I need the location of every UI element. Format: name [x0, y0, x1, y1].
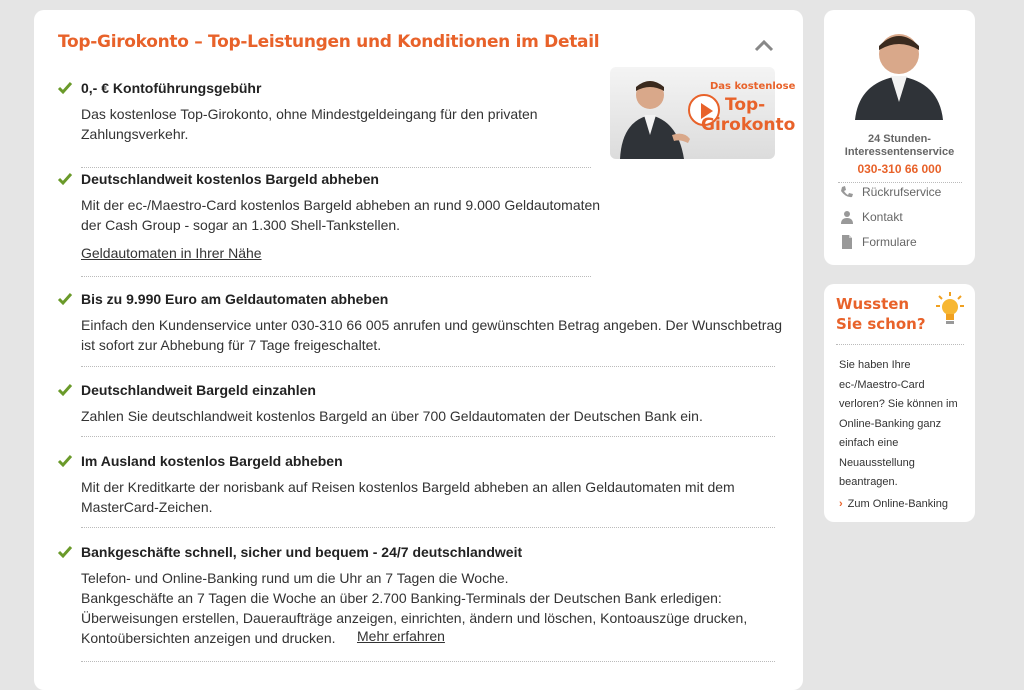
- divider: [836, 344, 964, 345]
- divider: [81, 661, 775, 662]
- divider: [81, 276, 591, 277]
- chevron-right-icon: ›: [839, 498, 843, 510]
- tip-card: [824, 284, 975, 522]
- feature-heading: Bankgeschäfte schnell, sicher und bequem - 24/7 deutschlandweit: [81, 544, 523, 560]
- check-icon: [58, 293, 72, 305]
- promo-title-line1: Top-: [725, 95, 766, 115]
- check-icon: [58, 82, 72, 94]
- chevron-up-icon: [753, 38, 775, 52]
- feature-text: Das kostenlose Top-Girokonto, ohne Mindestgeldeingang für den privaten Zahlungsverkehr.: [81, 106, 538, 142]
- promo-title-line2: Girokonto: [701, 115, 796, 135]
- callback-link[interactable]: Rückrufservice: [840, 185, 960, 201]
- divider: [81, 366, 775, 367]
- feature-heading: Im Ausland kostenlos Bargeld abheben: [81, 453, 343, 469]
- feature-heading: Bis zu 9.990 Euro am Geldautomaten abheben: [81, 291, 389, 307]
- contact-link[interactable]: Kontakt: [840, 210, 960, 226]
- feature-text: Mit der Kreditkarte der norisbank auf Reisen kostenlos Bargeld abheben an allen Geldautomaten mit dem MasterCard-Zeichen.: [81, 479, 735, 515]
- phone-callback-icon: [840, 185, 854, 199]
- document-icon: [840, 235, 854, 249]
- promo-small-text: Das kostenlose: [710, 81, 796, 92]
- check-icon: [58, 173, 72, 185]
- feature-text: Telefon- und Online-Banking rund um die Uhr an 7 Tagen die Woche. Bankgeschäfte an 7 Tagen die Woche an über 2.700 Banking-Terminals der Deutschen Bank erledigen: Überweisungen erstellen, Daueraufträge anzeigen, einrichten, ändern und löschen, Kontoauszüge drucken, Kontoübersichten anzeigen und drucken.: [81, 570, 748, 646]
- presenter-image: [614, 73, 690, 159]
- page-title: Top-Girokonto – Top-Leistungen und Konditionen im Detail: [58, 32, 600, 52]
- divider: [81, 527, 775, 528]
- advisor-photo: [851, 22, 947, 120]
- feature-heading: Deutschlandweit kostenlos Bargeld abheben: [81, 171, 379, 187]
- service-card: [824, 10, 975, 265]
- service-phone[interactable]: 030-310 66 000: [857, 162, 942, 176]
- promo-video-thumbnail[interactable]: [610, 67, 796, 159]
- collapse-button[interactable]: [753, 38, 775, 52]
- divider: [81, 167, 591, 168]
- feature-text: Mit der ec-/Maestro-Card kostenlos Bargeld abheben an rund 9.000 Geldautomaten der Cash Group - sogar an 1.300 Shell-Tankstellen.: [81, 197, 601, 233]
- divider: [81, 436, 775, 437]
- check-icon: [58, 546, 72, 558]
- features-card: [34, 10, 803, 690]
- feature-heading: Deutschlandweit Bargeld einzahlen: [81, 382, 316, 398]
- check-icon: [58, 384, 72, 396]
- online-banking-link[interactable]: › Zum Online-Banking: [839, 498, 948, 510]
- forms-link[interactable]: Formulare: [840, 235, 960, 251]
- tip-title: Wussten Sie schon?: [836, 295, 926, 333]
- learn-more-link[interactable]: Mehr erfahren: [357, 628, 445, 644]
- divider: [838, 182, 962, 183]
- atm-finder-link[interactable]: Geldautomaten in Ihrer Nähe: [81, 245, 262, 261]
- lightbulb-icon: [936, 292, 964, 326]
- feature-text: Zahlen Sie deutschlandweit kostenlos Bargeld an über 700 Geldautomaten der Deutschen Bank ein.: [81, 408, 703, 424]
- service-label-line2: Interessentenservice: [844, 146, 955, 158]
- feature-text: Einfach den Kundenservice unter 030-310 66 005 anrufen und gewünschten Betrag angeben. Der Wunschbetrag ist sofort zur Abhebung für 7 Tage freigeschaltet.: [81, 317, 783, 353]
- feature-heading: 0,- € Kontoführungsgebühr: [81, 80, 262, 96]
- person-icon: [840, 210, 854, 224]
- service-label-line1: 24 Stunden-: [868, 133, 931, 145]
- check-icon: [58, 455, 72, 467]
- tip-text: Sie haben Ihre ec-/Maestro-Card verloren? Sie können im Online-Banking ganz einfach eine Neuausstellung beantragen.: [839, 359, 958, 488]
